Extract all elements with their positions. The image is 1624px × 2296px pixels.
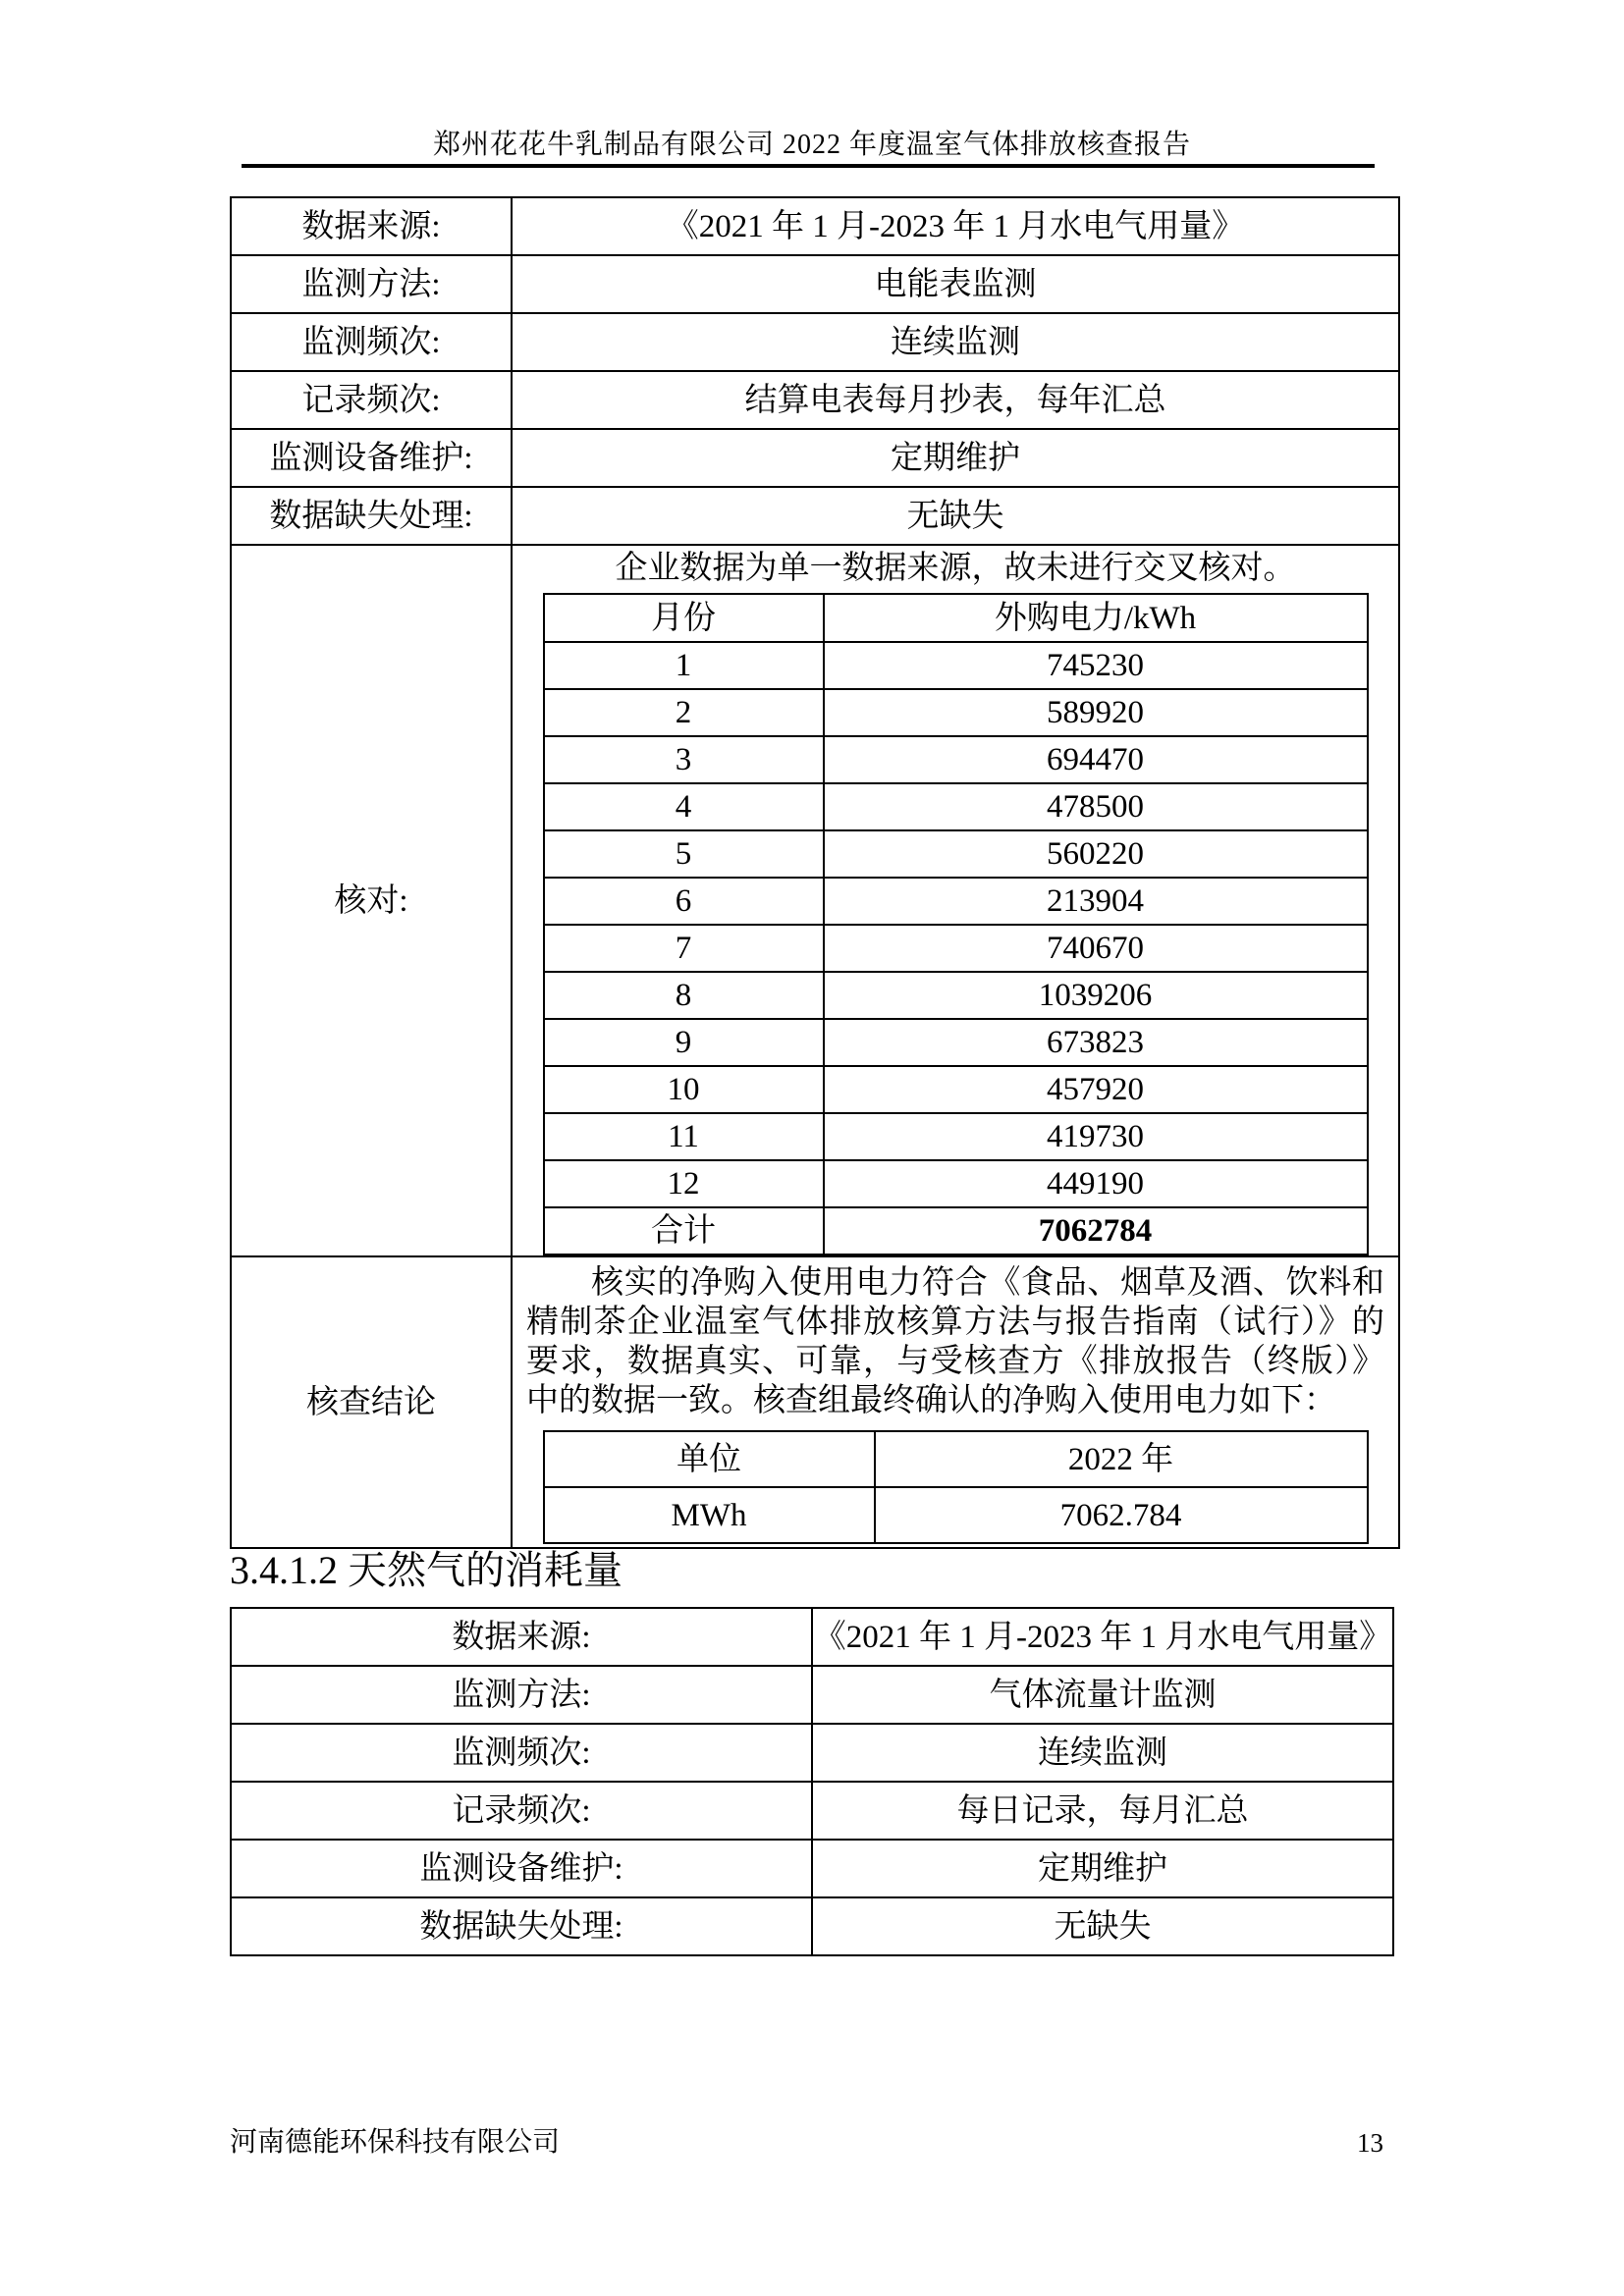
monthly-row — [544, 1019, 1368, 1066]
check-label: 核对: — [231, 545, 512, 1256]
table-row — [231, 1782, 1393, 1840]
monitor-method-value: 电能表监测 — [512, 255, 1399, 313]
gas-monitoring-table — [230, 1607, 1394, 1956]
conclusion-row — [231, 1256, 1399, 1548]
month-cell: 8 — [544, 972, 824, 1019]
monthly-row — [544, 1113, 1368, 1160]
month-cell: 3 — [544, 736, 824, 783]
table-row — [231, 429, 1399, 487]
unit-cell: MWh — [544, 1487, 875, 1543]
electricity-value-cell: 745230 — [824, 642, 1368, 689]
monthly-row — [544, 1066, 1368, 1113]
conclusion-label: 核查结论 — [231, 1256, 512, 1548]
monitor-frequency-value: 连续监测 — [812, 1724, 1393, 1782]
confirmed-value-cell: 7062.784 — [875, 1487, 1368, 1543]
monthly-row — [544, 736, 1368, 783]
check-row — [231, 545, 1399, 1256]
electricity-value-cell: 478500 — [824, 783, 1368, 830]
monthly-header-row — [544, 594, 1368, 642]
table-row — [231, 1666, 1393, 1724]
page-header-title: 郑州花花牛乳制品有限公司 2022 年度温室气体排放核查报告 — [432, 130, 1191, 160]
table-row — [231, 1840, 1393, 1897]
table-row — [231, 487, 1399, 545]
missing-data-value: 无缺失 — [812, 1897, 1393, 1955]
month-cell: 1 — [544, 642, 824, 689]
monthly-row — [544, 1160, 1368, 1207]
electricity-value-cell: 694470 — [824, 736, 1368, 783]
missing-data-value: 无缺失 — [512, 487, 1399, 545]
page-number: 13 — [1357, 2128, 1383, 2158]
table-row — [231, 371, 1399, 429]
device-maintenance-value: 定期维护 — [812, 1840, 1393, 1897]
electricity-value-cell: 560220 — [824, 830, 1368, 878]
header-rule — [242, 164, 1375, 168]
table-row — [231, 255, 1399, 313]
year-column-header: 2022 年 — [875, 1431, 1368, 1487]
conclusion-cell — [512, 1256, 1399, 1548]
device-maintenance-value: 定期维护 — [512, 429, 1399, 487]
monthly-electricity-table — [543, 593, 1369, 1255]
month-cell: 11 — [544, 1113, 824, 1160]
data-source-value: 《2021 年 1 月-2023 年 1 月水电气用量》 — [512, 197, 1399, 255]
electricity-value-cell: 589920 — [824, 689, 1368, 736]
electricity-value-cell: 449190 — [824, 1160, 1368, 1207]
monitor-frequency-value: 连续监测 — [512, 313, 1399, 371]
monitor-method-label: 监测方法: — [231, 255, 512, 313]
conclusion-paragraph: 核实的净购入使用电力符合《食品、烟草及酒、饮料和精制茶企业温室气体排放核算方法与报告指南（试行）》的要求，数据真实、可靠，与受核查方《排放报告（终版）》中的数据一致。核查组最终确认的净购入使用电力如下： — [526, 1265, 1384, 1418]
monthly-total-row — [544, 1207, 1368, 1255]
summary-header-row — [544, 1431, 1368, 1487]
month-cell: 9 — [544, 1019, 824, 1066]
confirmed-electricity-summary-table — [543, 1430, 1369, 1544]
electricity-monitoring-table — [230, 196, 1400, 1549]
monthly-row — [544, 972, 1368, 1019]
unit-column-header: 单位 — [544, 1431, 875, 1487]
check-note: 企业数据为单一数据来源，故未进行交叉核对。 — [615, 551, 1296, 586]
electricity-value-cell: 673823 — [824, 1019, 1368, 1066]
monthly-row — [544, 925, 1368, 972]
monthly-row — [544, 642, 1368, 689]
month-cell: 2 — [544, 689, 824, 736]
electricity-value-cell: 457920 — [824, 1066, 1368, 1113]
record-frequency-label: 记录频次: — [231, 371, 512, 429]
electricity-value-cell: 419730 — [824, 1113, 1368, 1160]
record-frequency-value: 结算电表每月抄表，每年汇总 — [512, 371, 1399, 429]
month-cell: 7 — [544, 925, 824, 972]
table-row — [231, 1608, 1393, 1666]
record-frequency-label: 记录频次: — [231, 1782, 812, 1840]
section-heading: 3.4.1.2 天然气的消耗量 — [230, 1548, 623, 1592]
monitor-frequency-label: 监测频次: — [231, 313, 512, 371]
missing-data-label: 数据缺失处理: — [231, 1897, 812, 1955]
electricity-value-cell: 1039206 — [824, 972, 1368, 1019]
table-row — [231, 313, 1399, 371]
purchased-electricity-column-header: 外购电力/kWh — [824, 594, 1368, 642]
record-frequency-value: 每日记录，每月汇总 — [812, 1782, 1393, 1840]
monitor-method-label: 监测方法: — [231, 1666, 812, 1724]
month-cell: 4 — [544, 783, 824, 830]
device-maintenance-label: 监测设备维护: — [231, 1840, 812, 1897]
electricity-value-cell: 213904 — [824, 878, 1368, 925]
total-value-cell: 7062784 — [824, 1207, 1368, 1255]
monitor-method-value: 气体流量计监测 — [812, 1666, 1393, 1724]
table-row — [231, 1897, 1393, 1955]
monitor-frequency-label: 监测频次: — [231, 1724, 812, 1782]
monthly-row — [544, 689, 1368, 736]
monthly-row — [544, 783, 1368, 830]
electricity-value-cell: 740670 — [824, 925, 1368, 972]
month-cell: 12 — [544, 1160, 824, 1207]
monthly-row — [544, 878, 1368, 925]
table-row — [231, 197, 1399, 255]
month-column-header: 月份 — [544, 594, 824, 642]
total-label-cell: 合计 — [544, 1207, 824, 1255]
data-source-value: 《2021 年 1 月-2023 年 1 月水电气用量》 — [812, 1608, 1393, 1666]
monthly-row — [544, 830, 1368, 878]
data-source-label: 数据来源: — [231, 1608, 812, 1666]
missing-data-label: 数据缺失处理: — [231, 487, 512, 545]
summary-value-row — [544, 1487, 1368, 1543]
month-cell: 5 — [544, 830, 824, 878]
device-maintenance-label: 监测设备维护: — [231, 429, 512, 487]
check-cell — [512, 545, 1399, 1256]
table-row — [231, 1724, 1393, 1782]
month-cell: 6 — [544, 878, 824, 925]
month-cell: 10 — [544, 1066, 824, 1113]
footer-company: 河南德能环保科技有限公司 — [230, 2127, 561, 2158]
data-source-label: 数据来源: — [231, 197, 512, 255]
